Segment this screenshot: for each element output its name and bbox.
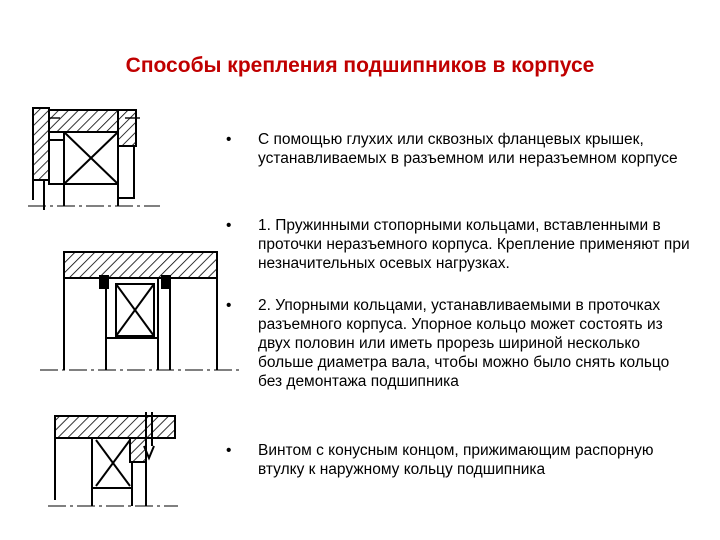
bullet-text: 2. Упорными кольцами, устанавливаемыми в проточках разъемного корпуса. Упорное кольцо может состоять из двух половин или иметь прорезь шириной несколько больше диаметра вала, чтобы можно было снять кольцо без демонтажа подшипника: [258, 297, 670, 390]
bullet-text: 1. Пружинными стопорными кольцами, вставленными в проточки неразъемного корпуса. Крепление применяют при незначительных осевых нагрузках.: [258, 217, 690, 272]
bullet-marker: •: [226, 442, 232, 459]
page-title: Способы крепления подшипников в корпусе: [125, 54, 595, 77]
bullet-item: [226, 296, 696, 391]
bullet-text: С помощью глухих или сквозных фланцевых крышек, устанавливаемых в разъемном или неразъемном корпусе: [258, 131, 678, 167]
bullet-item: [226, 130, 696, 168]
bullet-marker: •: [226, 131, 232, 148]
bullet-text: Винтом с конусным концом, прижимающим распорную втулку к наружному кольцу подшипника: [258, 442, 654, 478]
bullet-marker: •: [226, 217, 232, 234]
drawing-snap-rings: [40, 252, 240, 370]
drawing-conical-screw: [48, 412, 178, 506]
bullet-marker: •: [226, 297, 232, 314]
drawing-flanged-cover: [28, 108, 160, 210]
bullet-item: [226, 441, 696, 479]
bullet-item: [226, 216, 696, 273]
